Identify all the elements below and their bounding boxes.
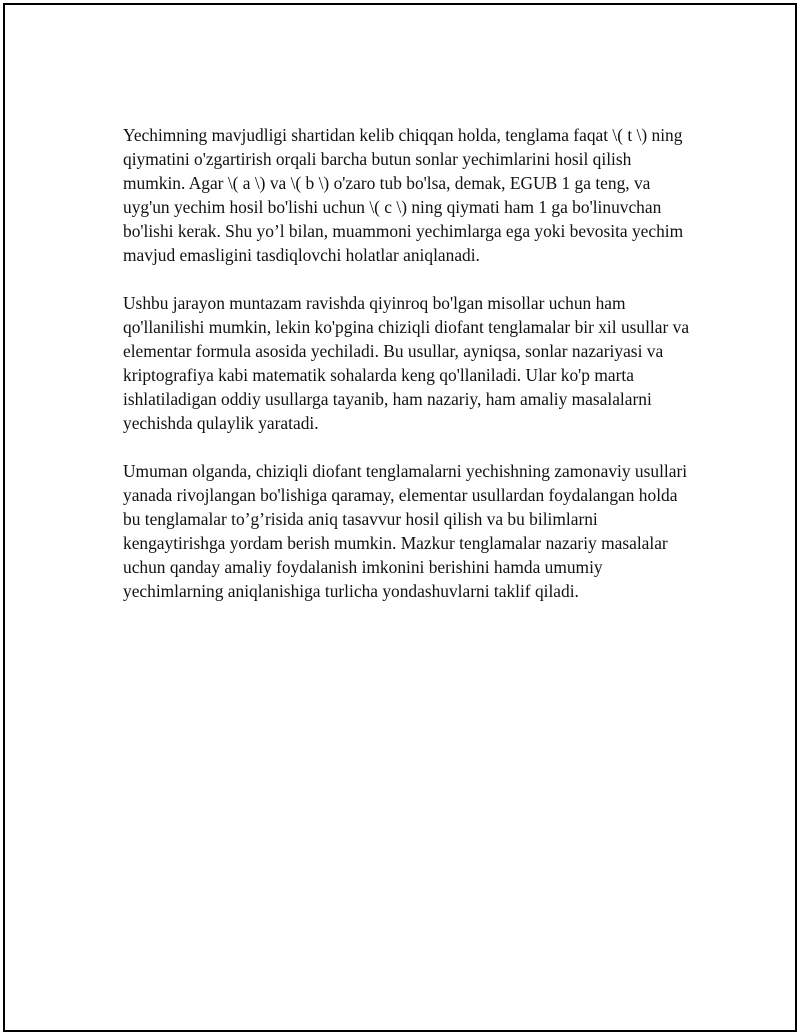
- paragraph-2: Ushbu jarayon muntazam ravishda qiyinroq bo'lgan misollar uchun ham qo'llanilishi mumkin, lekin ko'pgina chiziqli diofant tenglamalar bir xil usullar va elementar formula asosida yechiladi. Bu usullar, ayniqsa, sonlar nazariyasi va kriptografiya kabi matematik sohalarda keng qo'llaniladi. Ular ko'p marta ishlatiladigan oddiy usullarga tayanib, ham nazariy, ham amaliy masalalarni yechishda qulaylik yaratadi.: [123, 293, 690, 433]
- page-frame: [3, 3, 797, 1032]
- paragraph-3: Umuman olganda, chiziqli diofant tenglamalarni yechishning zamonaviy usullari yanada rivojlangan bo'lishiga qaramay, elementar usullardan foydalangan holda bu tenglamalar to’g’risida aniq tasavvur hosil qilish va bu bilimlarni kengaytirishga yordam berish mumkin. Mazkur tenglamalar nazariy masalalar uchun qanday amaliy foydalanish imkonini berishini hamda umumiy yechimlarning aniqlanishiga turlicha yondashuvlarni taklif qiladi.: [123, 461, 688, 601]
- document-body: [123, 123, 695, 627]
- paragraph-1: Yechimning mavjudligi shartidan kelib chiqqan holda, tenglama faqat \( t \) ning qiymatini o'zgartirish orqali barcha butun sonlar yechimlarini hosil qilish mumkin. Agar \( a \) va \( b \) o'zaro tub bo'lsa, demak, EGUB 1 ga teng, va uyg'un yechim hosil bo'lishi uchun \( c \) ning qiymati ham 1 ga bo'linuvchan bo'lishi kerak. Shu yo’l bilan, muammoni yechimlarga ega yoki bevosita yechim mavjud emasligini tasdiqlovchi holatlar aniqlanadi.: [123, 125, 684, 265]
